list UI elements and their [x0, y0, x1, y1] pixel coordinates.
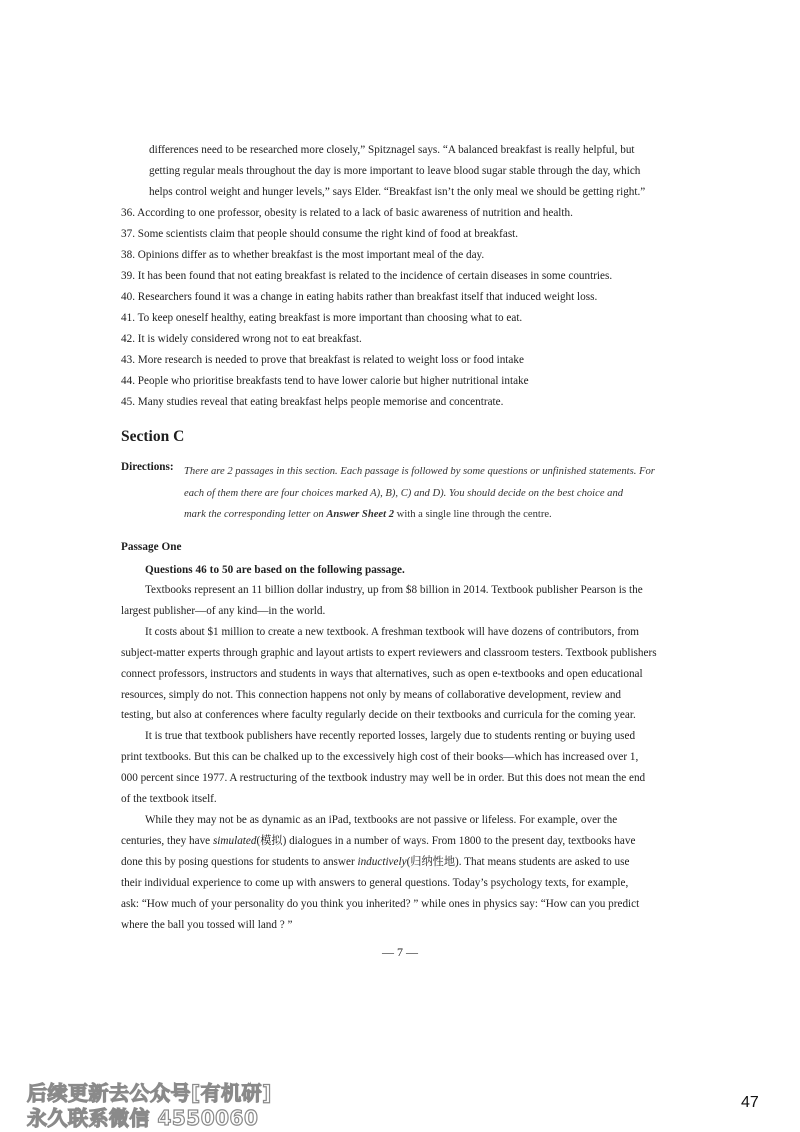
- paragraph-line: their individual experience to come up with answers to general questions. Today’s psychology texts, for example,: [121, 876, 629, 889]
- statement-item: 36. According to one professor, obesity is related to a lack of basic awareness of nutrition and health.: [121, 207, 573, 219]
- statement-item: 43. More research is needed to prove that breakfast is related to weight loss or food intake: [121, 354, 524, 366]
- passage-heading: Passage One: [121, 541, 182, 553]
- statement-item: 40. Researchers found it was a change in eating habits rather than breakfast itself that induced weight loss.: [121, 291, 598, 303]
- statement-item: 42. It is widely considered wrong not to eat breakfast.: [121, 333, 362, 345]
- statement-item: 38. Opinions differ as to whether breakfast is the most important meal of the day.: [121, 249, 485, 261]
- statement-item: 37. Some scientists claim that people should consume the right kind of food at breakfast.: [121, 228, 519, 240]
- paragraph-line: It is true that textbook publishers have recently reported losses, largely due to students renting or buying used: [145, 730, 636, 743]
- paragraph-line: of the textbook itself.: [121, 793, 217, 806]
- answer-sheet-label: Answer Sheet 2: [326, 509, 395, 520]
- watermark-line: 后续更新去公众号[有机研]: [27, 1081, 272, 1105]
- statement-item: 39. It has been found that not eating breakfast is related to the incidence of certain diseases in some countries.: [121, 270, 613, 282]
- directions-text: [184, 461, 655, 526]
- paragraph-line: largest publisher—of any kind—in the world.: [121, 604, 326, 617]
- statement-list: [121, 203, 612, 413]
- glossed-word: simulated: [212, 834, 257, 847]
- questions-heading: Questions 46 to 50 are based on the following passage.: [145, 564, 405, 576]
- text-line: helps control weight and hunger levels,” says Elder. “Breakfast isn’t the only meal we should be getting right.”: [149, 186, 646, 198]
- corner-page-number: 47: [741, 1094, 759, 1111]
- paragraph-line: centuries, they have simulated(模拟) dialogues in a number of ways. From 1800 to the present day, textbooks have: [121, 834, 636, 847]
- passage-continuation: [149, 140, 645, 203]
- directions-line: There are 2 passages in this section. Each passage is followed by some questions or unfinished statements. For: [184, 466, 655, 477]
- statement-item: 44. People who prioritise breakfasts tend to have lower calorie but higher nutritional intake: [121, 375, 529, 387]
- paragraph-line: 000 percent since 1977. A restructuring of the textbook industry may well be in order. But this does not mean the end: [121, 772, 646, 785]
- paragraph-line: testing, but also at conferences where faculty regularly decide on their textbooks and curricula for the coming year.: [121, 709, 636, 722]
- directions-line: each of them there are four choices marked A), B), C) and D). You should decide on the best choice and: [184, 487, 624, 499]
- paragraph-line: done this by posing questions for students to answer inductively(归纳性地). That means students are asked to use: [121, 855, 630, 868]
- paragraph-line: resources, simply do not. This connection happens not only by means of collaborative development, review and: [121, 688, 622, 701]
- watermark-line: 永久联系微信 4550060: [27, 1106, 259, 1130]
- section-title: Section C: [121, 428, 185, 445]
- paragraph-line: connect professors, instructors and students in ways that alternatives, such as open e-textbooks and open educational: [121, 667, 643, 680]
- paragraph-line: It costs about $1 million to create a new textbook. A freshman textbook will have dozens of contributors, from: [145, 625, 640, 638]
- text-line: differences need to be researched more closely,” Spitznagel says. “A balanced breakfast is really helpful, but: [149, 144, 635, 156]
- paragraph-line: subject-matter experts through graphic and layout artists to expert reviewers and classroom testers. Textbook publishers: [121, 646, 657, 659]
- statement-item: 45. Many studies reveal that eating breakfast helps people memorise and concentrate.: [121, 396, 504, 408]
- page-number: — 7 —: [382, 945, 418, 959]
- paragraph-line: While they may not be as dynamic as an iPad, textbooks are not passive or lifeless. For example, over the: [145, 813, 618, 826]
- passage-body: [121, 580, 657, 935]
- directions-line: mark the corresponding letter on Answer Sheet 2 with a single line through the centre.: [184, 509, 552, 520]
- paragraph-line: Textbooks represent an 11 billion dollar industry, up from $8 billion in 2014. Textbook publisher Pearson is the: [145, 584, 643, 596]
- directions-label: Directions:: [121, 461, 174, 473]
- paragraph-line: print textbooks. But this can be chalked up to the excessively high cost of their books—which has increased over 1,: [121, 751, 639, 764]
- text-line: getting regular meals throughout the day is more important to leave blood sugar stable through the day, which: [149, 165, 641, 177]
- paragraph-line: ask: “How much of your personality do you think you inherited? ” while ones in physics say: “How can you predict: [121, 897, 640, 910]
- paragraph-line: where the ball you tossed will land ? ”: [121, 918, 293, 931]
- statement-item: 41. To keep oneself healthy, eating breakfast is more important than choosing what to eat.: [121, 312, 523, 324]
- glossed-word: inductively: [357, 855, 407, 868]
